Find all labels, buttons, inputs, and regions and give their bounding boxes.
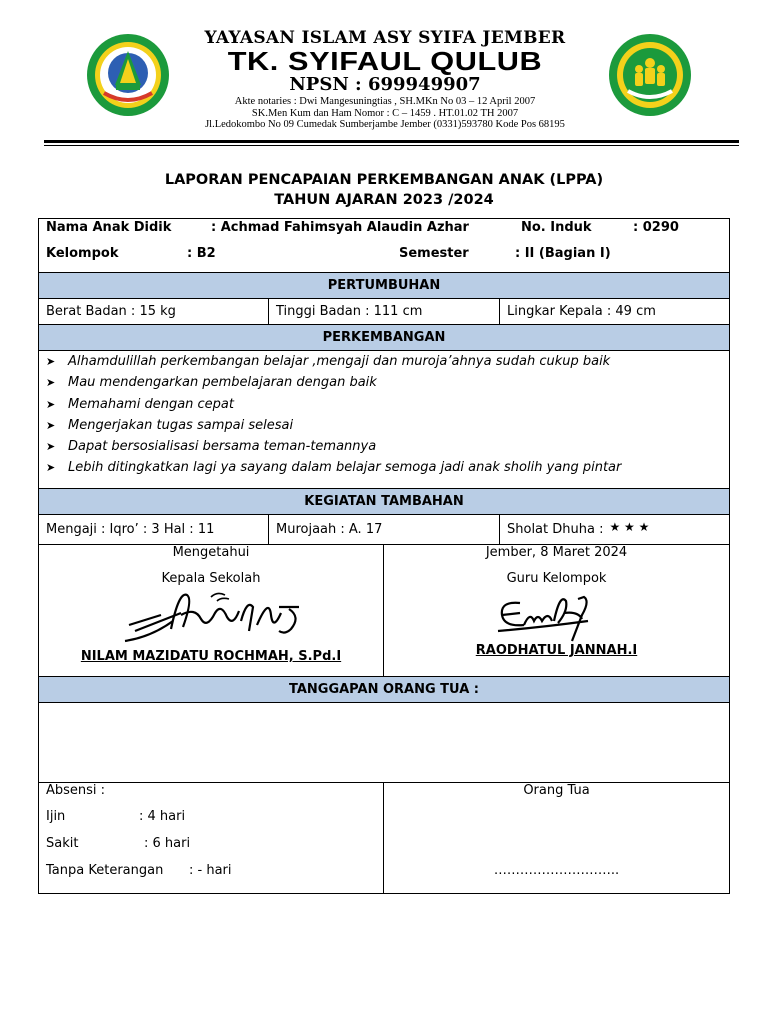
teacher-signature xyxy=(494,591,604,645)
attendance-block xyxy=(39,783,384,893)
induk-value: : 0290 xyxy=(633,220,679,235)
list-item: ➤ Mau mendengarkan pembelajaran dengan baik xyxy=(46,372,621,393)
murojaah: Murojaah : A. 17 xyxy=(269,515,500,544)
weight: Berat Badan : 15 kg xyxy=(39,299,269,324)
dhuha-stars-icon: ★ ★ ★ xyxy=(609,519,650,534)
list-item: ➤ Mengerjakan tugas sampai selesai xyxy=(46,415,621,436)
growth-header-row xyxy=(39,273,729,299)
teacher-name: RAODHATUL JANNAH.I xyxy=(475,643,638,658)
principal-signature-block xyxy=(39,545,384,677)
student-name-value: : Achmad Fahimsyah Alaudin Azhar xyxy=(211,220,469,235)
student-name-label: Nama Anak Didik xyxy=(46,220,172,235)
letterhead-divider-thick xyxy=(44,140,739,143)
group-label: Kelompok xyxy=(46,246,119,261)
school-name: TK. SYIFAUL QULUB xyxy=(227,46,543,76)
list-item: ➤ Dapat bersosialisasi bersama teman-temannya xyxy=(46,436,621,457)
arrow-bullet-icon: ➤ xyxy=(46,440,56,454)
attendance-row xyxy=(39,783,729,893)
mengaji: Mengaji : Iqro’ : 3 Hal : 11 xyxy=(39,515,269,544)
arrow-bullet-icon: ➤ xyxy=(46,461,56,475)
absent-label: Tanpa Keterangan xyxy=(46,863,164,878)
ministry-decree: SK.Men Kum dan Ham Nomor : C – 1459 . HT.01.02 TH 2007 xyxy=(251,107,519,119)
activities-header-row xyxy=(39,489,729,515)
school-address: Jl.Ledokombo No 09 Cumedak Sumberjambe Jember (0331)593780 Kode Pos 68195 xyxy=(205,119,565,130)
principal-title: Kepala Sekolah xyxy=(161,571,261,586)
letterhead-divider-thin xyxy=(44,145,739,146)
acknowledged-label: Mengetahui xyxy=(172,545,250,560)
sick-label: Sakit xyxy=(46,836,79,851)
list-item: ➤ Memahami dengan cepat xyxy=(46,394,621,415)
letterhead-text xyxy=(150,28,620,131)
growth-header: PERTUMBUHAN xyxy=(39,273,729,298)
foundation-name: YAYASAN ISLAM ASY SYIFA JEMBER xyxy=(204,28,566,48)
teacher-title: Guru Kelompok xyxy=(506,571,607,586)
school-logo xyxy=(608,33,692,117)
development-list-row xyxy=(39,351,729,489)
growth-row xyxy=(39,299,729,325)
arrow-bullet-icon: ➤ xyxy=(46,397,56,411)
arrow-bullet-icon: ➤ xyxy=(46,355,56,368)
head-circumference: Lingkar Kepala : 49 cm xyxy=(507,304,656,319)
student-identity xyxy=(39,219,729,273)
place-date: Jember, 8 Maret 2024 xyxy=(485,545,628,560)
signature-row xyxy=(39,545,729,677)
development-list xyxy=(39,351,628,488)
principal-name: NILAM MAZIDATU ROCHMAH, S.Pd.I xyxy=(80,649,342,664)
activities-row xyxy=(39,515,729,545)
semester-label: Semester xyxy=(399,246,469,261)
parent-label: Orang Tua xyxy=(523,783,590,798)
group-value: : B2 xyxy=(187,246,216,261)
npsn: NPSN : 699949907 xyxy=(289,74,481,95)
teacher-signature-block xyxy=(384,545,729,677)
dhuha-cell xyxy=(500,515,729,544)
letterhead xyxy=(0,0,768,150)
attendance-label: Absensi : xyxy=(46,783,106,798)
permit-value: : 4 hari xyxy=(139,809,186,824)
parent-signature-line: ……………………….. xyxy=(493,863,620,878)
notary-deed: Akte notaries : Dwi Mangesuningtias , SH.MKn No 03 – 12 April 2007 xyxy=(234,96,536,107)
development-header-row xyxy=(39,325,729,351)
arrow-bullet-icon: ➤ xyxy=(46,376,56,390)
height: Tinggi Badan : 111 cm xyxy=(269,299,500,324)
list-item: ➤ Lebih ditingkatkan lagi ya sayang dalam belajar semoga jadi anak sholih yang pintar xyxy=(46,457,621,478)
arrow-bullet-icon: ➤ xyxy=(46,418,56,432)
parent-response-box xyxy=(39,703,729,783)
induk-label: No. Induk xyxy=(521,220,592,235)
permit-label: Ijin xyxy=(46,809,66,824)
report-title-line1: LAPORAN PENCAPAIAN PERKEMBANGAN ANAK (LPPA) xyxy=(164,172,604,188)
parent-response-header-row xyxy=(39,677,729,703)
report-table xyxy=(38,218,730,894)
parent-signature-block xyxy=(384,783,729,893)
report-title-line2: TAHUN AJARAN 2023 /2024 xyxy=(274,192,494,208)
activities-header: KEGIATAN TAMBAHAN xyxy=(39,489,729,514)
semester-value: : II (Bagian I) xyxy=(515,246,611,261)
absent-value: : - hari xyxy=(189,863,232,878)
development-header: PERKEMBANGAN xyxy=(39,325,729,350)
dhuha-label: Sholat Dhuha : xyxy=(507,522,604,537)
principal-signature xyxy=(121,585,311,645)
parent-response-header: TANGGAPAN ORANG TUA : xyxy=(39,677,729,702)
report-title xyxy=(38,170,730,210)
list-item: ➤ Alhamdulillah perkembangan belajar ,mengaji dan muroja’ahnya sudah cukup baik xyxy=(46,351,621,372)
sick-value: : 6 hari xyxy=(144,836,191,851)
